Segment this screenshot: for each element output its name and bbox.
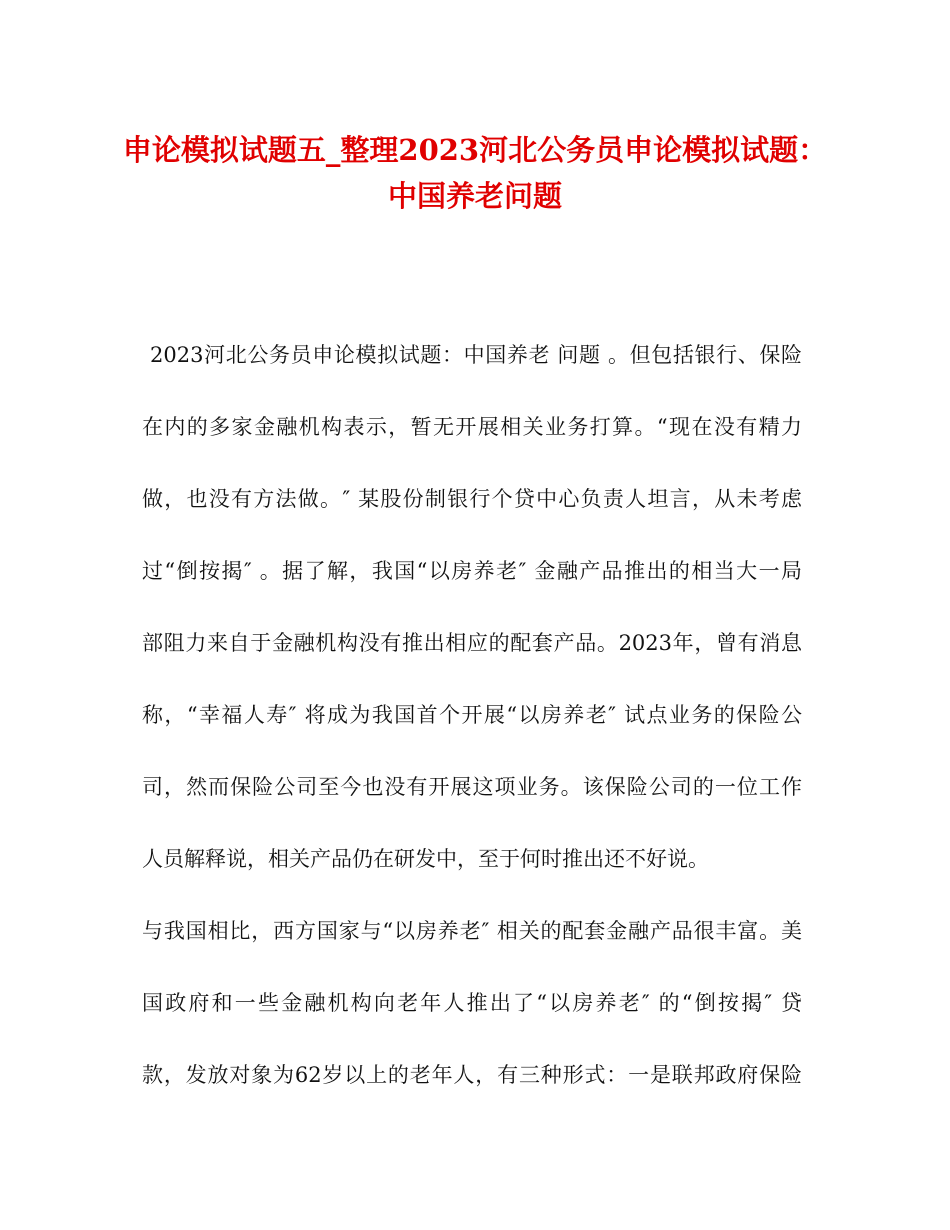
body-line-3: 做，也没有方法做。″ 某股份制银行个贷中心负责人坦言，从未考虑 (142, 487, 802, 511)
body-line-5: 部阻力来自于金融机构没有推出相应的配套产品。2023年，曾有消息 (142, 631, 802, 655)
body-line-9: 与我国相比，西方国家与“以房养老″ 相关的配套金融产品很丰富。美 (142, 919, 802, 943)
body-line-10: 国政府和一些金融机构向老年人推出了“以房养老″ 的“倒按揭″ 贷 (142, 991, 802, 1015)
body-line-2: 在内的多家金融机构表示，暂无开展相关业务打算。“现在没有精力 (142, 415, 802, 439)
body-line-6: 称，“幸福人寿″ 将成为我国首个开展“以房养老″ 试点业务的保险公 (142, 703, 802, 727)
body-line-7: 司，然而保险公司至今也没有开展这项业务。该保险公司的一位工作 (142, 775, 802, 799)
body-line-4: 过“倒按揭″ 。据了解，我国“以房养老″ 金融产品推出的相当大一局 (142, 559, 802, 583)
body-line-1: 2023河北公务员申论模拟试题：中国养老 问题 。但包括银行、保险 (150, 343, 802, 367)
body-line-8: 人员解释说，相关产品仍在研发中，至于何时推出还不好说。 (142, 847, 709, 871)
document-title-line-1: 申论模拟试题五_整理2023河北公务员申论模拟试题： (122, 133, 828, 167)
body-line-11: 款，发放对象为62岁以上的老年人，有三种形式：一是联邦政府保险 (142, 1063, 802, 1087)
document-title-line-2: 中国养老问题 (387, 179, 562, 213)
